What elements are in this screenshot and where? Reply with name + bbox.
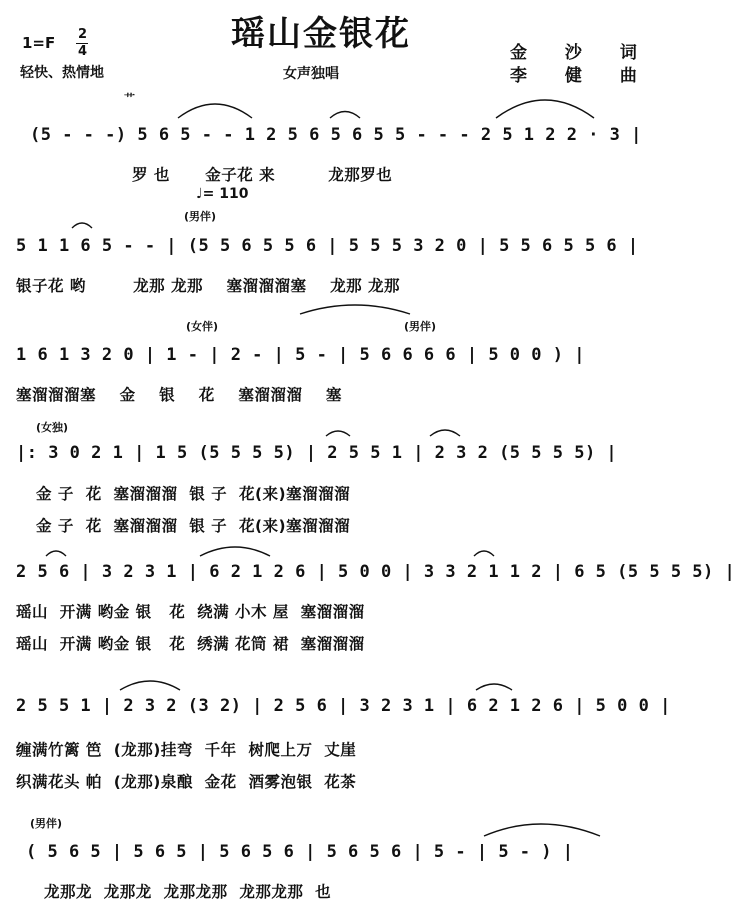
slur-arc bbox=[72, 223, 92, 228]
slur-arc bbox=[430, 430, 460, 436]
slur-arc bbox=[300, 305, 410, 314]
slur-arc bbox=[200, 547, 270, 556]
lyric-line-6a: 缠满竹篱 笆 (龙那)挂弯 千年 树爬上万 丈崖 bbox=[16, 741, 357, 759]
notation-line-2: 5 1 1 6 5 - - | (5 5 6 5 5 6 | 5 5 5 3 2 0 | 5 5 6 5 5 6 | bbox=[16, 236, 639, 256]
slur-arc bbox=[178, 104, 252, 118]
song-title: 瑶山金银花 bbox=[231, 14, 411, 54]
female-chorus-label: (女伴) bbox=[186, 320, 219, 333]
male-chorus-label-3: (男伴) bbox=[30, 817, 63, 830]
lyric-line-7: 龙那龙 龙那龙 龙那龙那 龙那龙那 也 bbox=[44, 883, 332, 901]
notation-line-6: 2 5 5 1 | 2 3 2 (3 2) | 2 5 6 | 3 2 3 1 | 6 2 1 2 6 | 5 0 0 | bbox=[16, 696, 671, 716]
notation-line-3: 1 6 1 3 2 0 | 1 - | 2 - | 5 - | 5 6 6 6 6 | 5 0 0 ) | bbox=[16, 345, 585, 365]
slur-arc bbox=[46, 551, 66, 556]
tempo-mark: 轻快、热情地 bbox=[20, 65, 104, 81]
notation-line-7: ( 5 6 5 | 5 6 5 | 5 6 5 6 | 5 6 5 6 | 5 - | 5 - ) | bbox=[26, 842, 574, 862]
lyric-line-2: 银子花 哟 龙那 龙那 塞溜溜溜塞 龙那 龙那 bbox=[16, 277, 401, 295]
male-chorus-label: (男伴) bbox=[184, 210, 217, 223]
performance-note: 女声独唱 bbox=[283, 66, 339, 82]
notation-line-1: (5 - - -) 5 6 5 - - 1 2 5 6 5 6 5 5 - - - 2 5 1 2 2 · 3 | bbox=[30, 125, 642, 145]
female-solo-label: (女独) bbox=[36, 421, 69, 434]
lyric-line-1: 罗 也 金子花 来 龙那罗也 bbox=[132, 166, 393, 184]
composer-credit: 李 健 曲 bbox=[510, 66, 653, 86]
slur-arc bbox=[484, 824, 600, 836]
lyric-line-4b: 金 子 花 塞溜溜溜 银 子 花(来)塞溜溜溜 bbox=[36, 517, 351, 535]
male-chorus-label-2: (男伴) bbox=[404, 320, 437, 333]
slur-arc bbox=[326, 431, 350, 436]
metronome-mark: ♩= 110 bbox=[196, 186, 249, 202]
slur-arc bbox=[476, 684, 512, 690]
notation-line-5: 2 5 6 | 3 2 3 1 | 6 2 1 2 6 | 5 0 0 | 3 3 2 1 1 2 | 6 5 (5 5 5 5) | bbox=[16, 562, 735, 582]
time-signature-bottom: 4 bbox=[78, 44, 88, 59]
lyric-line-3: 塞溜溜溜塞 金 银 花 塞溜溜溜 塞 bbox=[16, 386, 342, 404]
notation-line-4: |: 3 0 2 1 | 1 5 (5 5 5 5) | 2 5 5 1 | 2 3 2 (5 5 5 5) | bbox=[16, 443, 618, 463]
lyric-line-4a: 金 子 花 塞溜溜溜 银 子 花(来)塞溜溜溜 bbox=[36, 485, 351, 503]
lyric-line-6b: 织满花头 帕 (龙那)泉酿 金花 酒雾泡银 花茶 bbox=[16, 773, 357, 791]
slur-arc bbox=[496, 100, 594, 118]
breath-mark: 艹 bbox=[124, 92, 135, 105]
lyricist-credit: 金 沙 词 bbox=[510, 43, 653, 63]
lyric-line-5b: 瑶山 开满 哟金 银 花 绣满 花筒 裙 塞溜溜溜 bbox=[16, 635, 365, 653]
slur-arc bbox=[120, 681, 180, 690]
time-signature-top: 2 bbox=[78, 27, 88, 42]
key-signature: 1=F bbox=[22, 34, 56, 52]
slur-arc bbox=[474, 551, 494, 556]
slur-arc bbox=[330, 112, 360, 119]
lyric-line-5a: 瑶山 开满 哟金 银 花 绕满 小木 屋 塞溜溜溜 bbox=[16, 603, 365, 621]
